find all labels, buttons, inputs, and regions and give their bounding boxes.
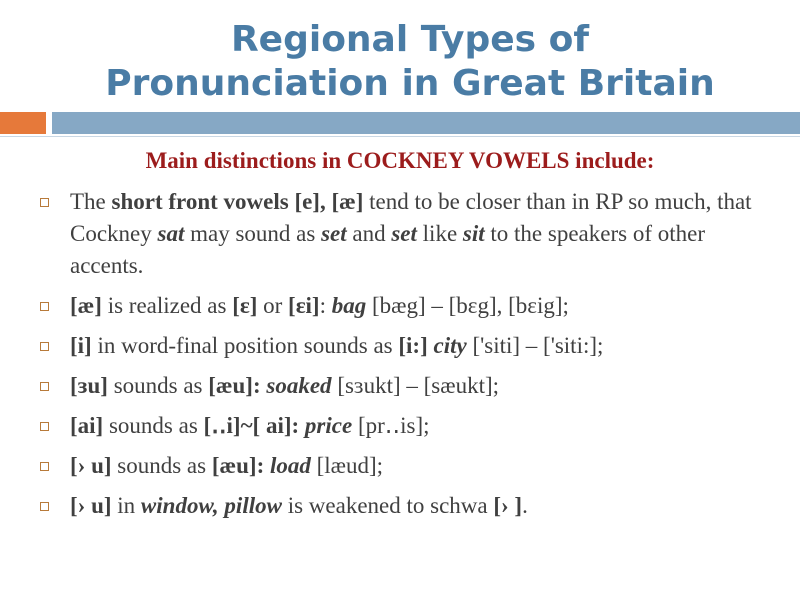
item-text: is realized as xyxy=(101,293,233,318)
bullet-icon xyxy=(40,342,49,351)
title-line-2: Pronunciation in Great Britain xyxy=(105,63,715,104)
item-example: load xyxy=(269,453,311,478)
title-line-1: Regional Types of xyxy=(230,19,590,60)
bullet-icon xyxy=(40,382,49,391)
list-item xyxy=(40,410,780,442)
divider-line xyxy=(0,136,800,137)
item-bold: [ɛi] xyxy=(288,293,320,318)
slide-subtitle: Main distinctions in COCKNEY VOWELS include: xyxy=(145,148,655,173)
item-bold: [æ] xyxy=(70,293,102,318)
item-bold: [ai] xyxy=(70,413,104,438)
item-bold: [æu]: xyxy=(211,453,265,478)
list-item xyxy=(40,186,780,282)
item-text: sounds as xyxy=(103,413,204,438)
accent-bar-orange xyxy=(0,112,46,134)
item-example: sit xyxy=(462,221,485,246)
list-item xyxy=(40,450,780,482)
item-bold: [ɜu] xyxy=(70,373,108,398)
item-text: ['siti] – ['siti:]; xyxy=(466,333,604,358)
item-text: tend to be closer than in RP so much, that Cockney xyxy=(70,189,752,246)
item-example: set xyxy=(391,221,417,246)
bullet-icon xyxy=(40,198,49,207)
item-text: [pr‥is]; xyxy=(352,413,430,438)
list-item xyxy=(40,330,780,362)
bullet-icon xyxy=(40,422,49,431)
item-text: The xyxy=(70,189,112,214)
item-bold: [i:] xyxy=(398,333,428,358)
list-item xyxy=(40,490,780,522)
item-text: or xyxy=(257,293,289,318)
item-text: and xyxy=(346,221,392,246)
item-bold: [› u] xyxy=(70,453,112,478)
item-text: like xyxy=(416,221,463,246)
bullet-icon xyxy=(40,462,49,471)
bullet-icon xyxy=(40,502,49,511)
list-item xyxy=(40,370,780,402)
item-bold: [› u] xyxy=(70,493,112,518)
item-example: soaked xyxy=(266,373,332,398)
item-bold: [‥i]~[ ai]: xyxy=(203,413,300,438)
bullet-list xyxy=(40,186,780,530)
item-text: [bæg] – [bɛg], [bɛig]; xyxy=(366,293,569,318)
list-item xyxy=(40,290,780,322)
item-text: is weakened to schwa xyxy=(281,493,494,518)
item-bold: [ɛ] xyxy=(232,293,258,318)
item-text: . xyxy=(522,493,528,518)
item-example: sat xyxy=(157,221,185,246)
item-text: in xyxy=(111,493,141,518)
item-example: window, pillow xyxy=(140,493,282,518)
item-text: [sɜukt] – [sæukt]; xyxy=(331,373,500,398)
item-text: [læud]; xyxy=(310,453,384,478)
item-example: bag xyxy=(331,293,367,318)
bullet-icon xyxy=(40,302,49,311)
item-bold: short front vowels [e], [æ] xyxy=(111,189,364,214)
item-example: city xyxy=(433,333,467,358)
item-text: to the speakers of other accents. xyxy=(70,221,705,278)
accent-bar-blue xyxy=(52,112,800,134)
item-text: sounds as xyxy=(111,453,212,478)
item-example: set xyxy=(321,221,347,246)
item-bold: [æu]: xyxy=(208,373,261,398)
slide-title xyxy=(0,18,800,106)
item-text: may sound as xyxy=(184,221,322,246)
item-text: sounds as xyxy=(107,373,209,398)
item-text: in word-final position sounds as xyxy=(91,333,399,358)
item-example: price xyxy=(304,413,353,438)
item-text: : xyxy=(319,293,332,318)
item-bold: [› ] xyxy=(493,493,523,518)
item-bold: [i] xyxy=(70,333,92,358)
